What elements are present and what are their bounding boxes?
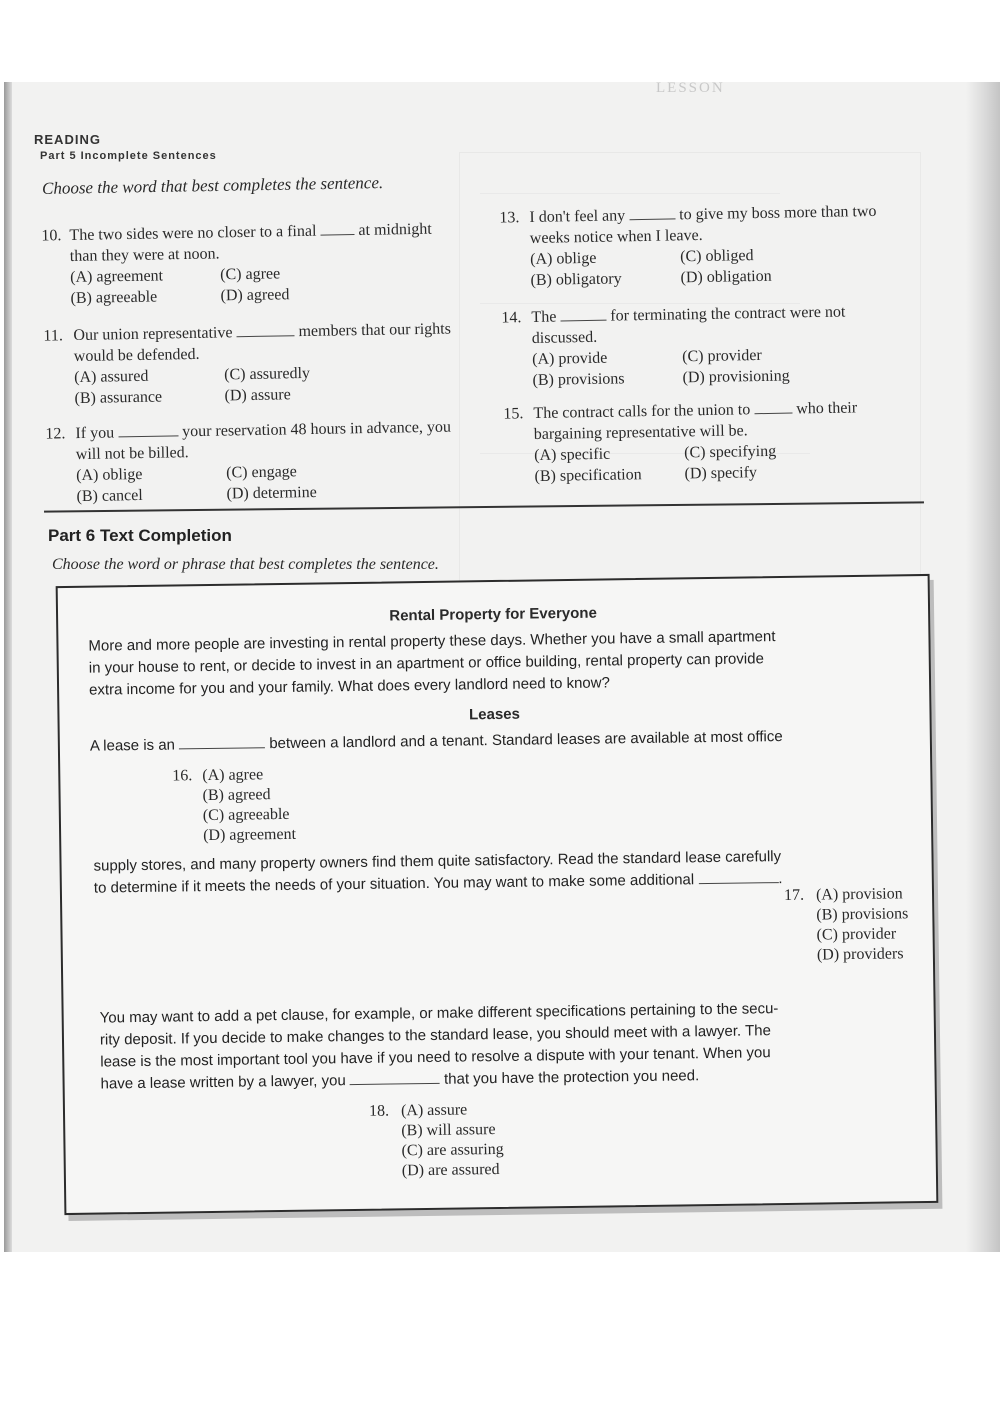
answer-blank[interactable] (118, 421, 178, 437)
question-text-after: your reservation 48 hours in advance, you will not be billed. (75, 418, 452, 464)
scan-left-edge-shadow (4, 82, 12, 1252)
question-text-before: The (531, 308, 557, 326)
passage-line: rity deposit. If you decide to make changes to the standard lease, you should meet with a lawyer. The (99, 1022, 771, 1049)
option[interactable]: (D) agreement (203, 825, 297, 845)
question-number: 13. (499, 209, 520, 227)
option[interactable]: (D) agreed (220, 286, 290, 305)
question-number: 15. (503, 405, 524, 423)
option[interactable]: (A) assured (74, 367, 149, 387)
question-text-before: Our union representative (73, 324, 233, 345)
passage-box (56, 574, 939, 1215)
option[interactable]: (D) specify (684, 464, 758, 483)
option[interactable]: (A) specific (534, 445, 611, 465)
question-number: 11. (43, 327, 64, 345)
question-16 (172, 765, 296, 847)
passage-line: You may want to add a pet clause, for example, or make different specifications pertaining to the secu- (99, 1000, 779, 1027)
option[interactable]: (A) oblige (530, 249, 597, 268)
answer-blank[interactable] (560, 306, 606, 322)
question-14 (501, 301, 902, 392)
option[interactable]: (C) provider (682, 346, 762, 366)
section-title: READING (34, 132, 101, 147)
passage-title: Rental Property for Everyone (389, 604, 597, 625)
question-text-after: at midnight than they were at noon. (69, 220, 432, 266)
scan-right-edge-shadow (966, 82, 1000, 1252)
passage-paragraph-3 (100, 996, 931, 1096)
passage-text: A lease is an (89, 736, 176, 755)
option[interactable]: (C) obliged (680, 247, 754, 266)
question-number: 18. (368, 1102, 390, 1120)
answer-blank[interactable] (320, 220, 354, 236)
option[interactable]: (B) specification (534, 466, 642, 486)
option[interactable]: (B) provisions (816, 905, 909, 924)
question-number: 17. (783, 886, 805, 904)
passage-line: supply stores, and many property owners find them quite satisfactory. Read the standard lease carefully (93, 848, 782, 875)
passage-line: extra income for you and your family. What does every landlord need to know? (88, 674, 611, 699)
passage-line: More and more people are investing in rental property these days. Whether you have a small apartment (88, 628, 776, 655)
scanned-page (4, 82, 1000, 1252)
passage-paragraph-1 (90, 724, 920, 758)
question-11 (43, 318, 454, 409)
question-text-before: The contract calls for the union to (533, 401, 751, 423)
answer-blank-16[interactable] (179, 733, 265, 749)
question-13 (499, 201, 900, 292)
option[interactable]: (A) assure (400, 1101, 468, 1120)
passage-text: that you have the protection you need. (443, 1067, 700, 1088)
option[interactable]: (D) obligation (680, 267, 772, 287)
question-text-after: for terminating the contract were not discussed. (531, 303, 846, 347)
question-15 (503, 396, 914, 487)
passage-subheading: Leases (468, 705, 521, 724)
header-fragment: LESSON (656, 82, 725, 96)
bleed-line (480, 193, 780, 194)
option[interactable]: (C) specifying (684, 442, 777, 462)
answer-blank[interactable] (629, 204, 675, 220)
option[interactable]: (A) provide (532, 349, 608, 368)
question-number: 16. (172, 767, 193, 785)
question-text-before: I don't feel any (529, 207, 626, 226)
option[interactable]: (B) agreeable (70, 288, 158, 307)
question-number: 12. (45, 425, 66, 443)
option[interactable]: (B) will assure (401, 1121, 496, 1140)
passage-text: have a lease written by a lawyer, you (100, 1072, 346, 1093)
option[interactable]: (A) oblige (76, 465, 143, 485)
passage-text: to determine if it meets the needs of your situation. You may want to make some additional (93, 871, 695, 897)
passage-intro (88, 624, 909, 701)
question-number: 14. (501, 309, 522, 327)
question-text-after: members that our rights would be defended. (73, 320, 452, 366)
passage-text: . (778, 870, 783, 888)
answer-blank-18[interactable] (350, 1069, 440, 1085)
part5-label: Part 5 Incomplete Sentences (40, 150, 217, 162)
question-12 (45, 416, 466, 507)
option[interactable]: (C) engage (226, 463, 297, 482)
passage-line: lease is the most important tool you have if you need to resolve a dispute with your tenant. When you (100, 1044, 771, 1071)
question-17 (784, 884, 909, 966)
question-text-before: If you (75, 424, 115, 443)
option[interactable]: (C) are assuring (401, 1140, 504, 1160)
option[interactable]: (B) cancel (76, 486, 143, 506)
question-text-before: The two sides were no closer to a final (69, 222, 317, 245)
option[interactable]: (C) agree (220, 265, 281, 284)
question-10 (41, 219, 442, 310)
question-number: 10. (41, 227, 62, 245)
passage-text: between a landlord and a tenant. Standard leases are available at most office (269, 727, 783, 753)
passage-line: in your house to rent, or decide to invest in an apartment or office building, rental property can provide (88, 650, 764, 677)
option[interactable]: (D) assure (224, 386, 291, 405)
option[interactable]: (C) provider (816, 925, 897, 944)
answer-blank-17[interactable] (698, 868, 778, 884)
option[interactable]: (B) obligatory (530, 270, 622, 289)
part6-instruction: Choose the word or phrase that best completes the sentence. (52, 556, 439, 573)
option[interactable]: (D) are assured (401, 1160, 500, 1180)
option[interactable]: (A) agree (202, 766, 264, 785)
option[interactable]: (D) determine (226, 483, 317, 503)
option[interactable]: (B) agreed (202, 786, 271, 805)
option[interactable]: (B) assurance (74, 388, 163, 408)
answer-blank[interactable] (236, 321, 294, 337)
answer-blank[interactable] (754, 399, 792, 415)
part6-label: Part 6 Text Completion (48, 526, 232, 545)
option[interactable]: (B) provisions (532, 370, 625, 389)
part5-instruction: Choose the word that best completes the sentence. (41, 173, 384, 198)
question-18 (369, 1100, 504, 1182)
option[interactable]: (A) provision (815, 885, 903, 904)
option[interactable]: (C) agreeable (202, 805, 290, 825)
option[interactable]: (D) provisioning (682, 367, 790, 387)
question-text-after: to give my boss more than two weeks notice when I leave. (529, 202, 877, 247)
option[interactable]: (C) assuredly (224, 364, 311, 384)
question-text-after: who their bargaining representative will be. (533, 399, 858, 444)
option[interactable]: (A) agreement (70, 267, 164, 286)
option[interactable]: (D) providers (816, 945, 904, 964)
